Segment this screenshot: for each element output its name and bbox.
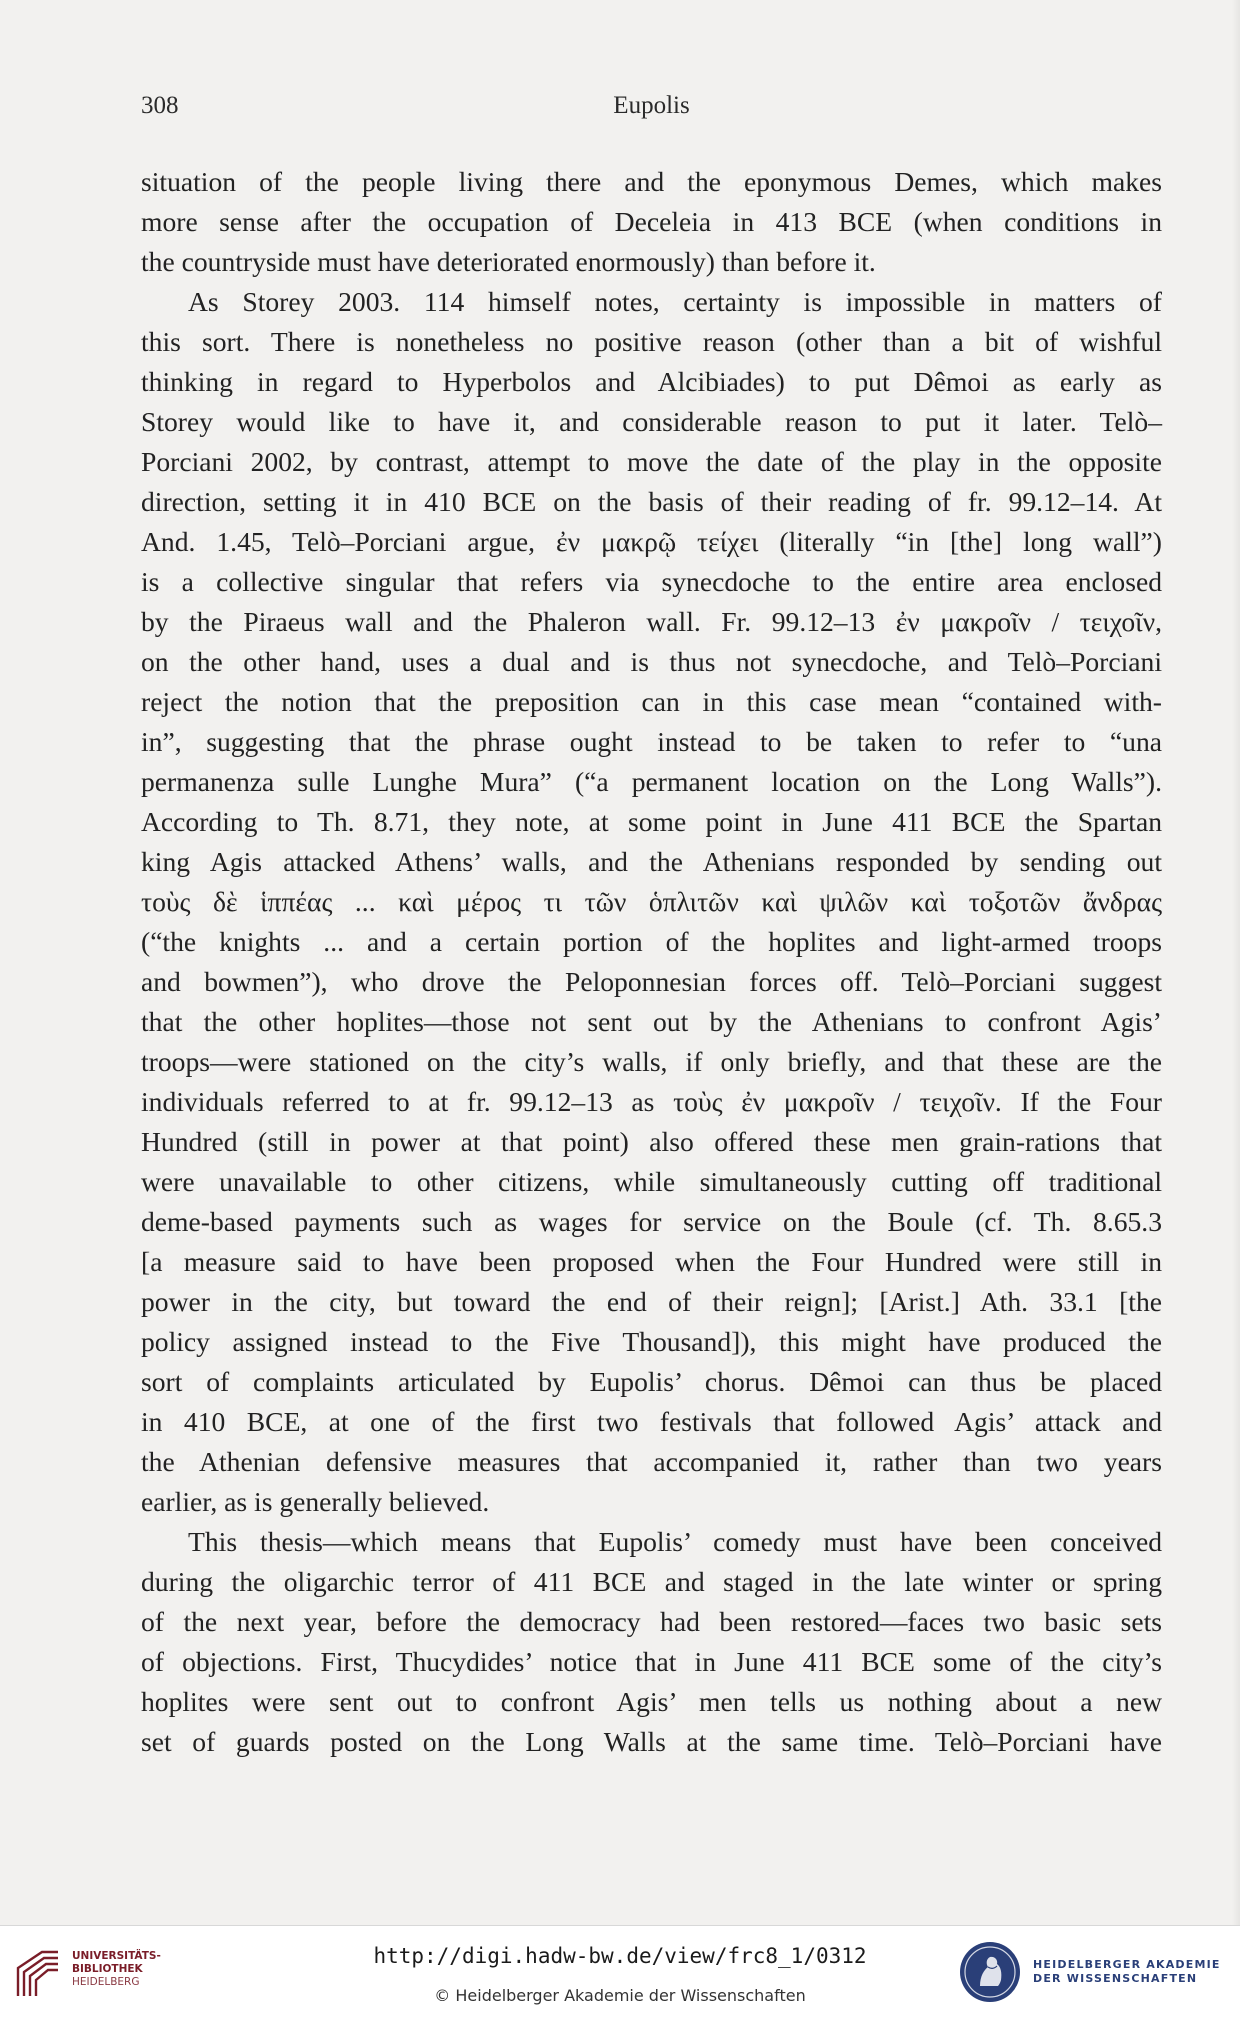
- university-library-name: [72, 1950, 161, 1989]
- university-library-logo-icon: [12, 1946, 64, 2000]
- text-line: This thesis—which means that Eupolis’ comedy must have been conceived: [188, 1526, 1162, 1557]
- text-line: sort of complaints articulated by Eupolis’ chorus. Dêmoi can thus be placed: [141, 1366, 1162, 1397]
- text-line: individuals referred to at fr. 99.12–13 as τοὺς ἐν μακροῖν / τειχοῖν. If the Four: [141, 1086, 1162, 1117]
- text-line: Storey would like to have it, and considerable reason to put it later. Telò–: [141, 406, 1162, 437]
- text-line: of objections. First, Thucydides’ notice that in June 411 BCE some of the city’s: [141, 1646, 1162, 1677]
- text-line: deme-based payments such as wages for service on the Boule (cf. Th. 8.65.3: [141, 1206, 1162, 1237]
- text-line: (“the knights ... and a certain portion of the hoplites and light-armed troops: [141, 926, 1162, 957]
- text-line: on the other hand, uses a dual and is thus not synecdoche, and Telò–Porciani: [141, 646, 1162, 677]
- text-line: direction, setting it in 410 BCE on the basis of their reading of fr. 99.12–14. At: [141, 486, 1162, 517]
- text-line: thinking in regard to Hyperbolos and Alcibiades) to put Dêmoi as early as: [141, 366, 1162, 397]
- text-line: more sense after the occupation of Deceleia in 413 BCE (when conditions in: [141, 206, 1162, 237]
- academy-name: [1033, 1958, 1221, 1986]
- text-line: situation of the people living there and the eponymous Demes, which makes: [141, 166, 1162, 197]
- text-line: in”, suggesting that the phrase ought instead to be taken to refer to “una: [141, 726, 1162, 757]
- running-head: [141, 92, 1162, 126]
- text-line: [a measure said to have been proposed when the Four Hundred were still in: [141, 1246, 1162, 1277]
- library-name-line: UNIVERSITÄTS-: [72, 1950, 161, 1962]
- text-line: in 410 BCE, at one of the first two festivals that followed Agis’ attack and: [141, 1406, 1162, 1437]
- text-line: Porciani 2002, by contrast, attempt to move the date of the play in the opposite: [141, 446, 1162, 477]
- library-name-line: BIBLIOTHEK: [72, 1963, 143, 1975]
- text-line: king Agis attacked Athens’ walls, and the Athenians responded by sending out: [141, 846, 1162, 877]
- text-line: set of guards posted on the Long Walls at the same time. Telò–Porciani have: [141, 1726, 1162, 1757]
- text-line: is a collective singular that refers via synecdoche to the entire area enclosed: [141, 566, 1162, 597]
- text-line: the countryside must have deteriorated enormously) than before it.: [141, 246, 876, 277]
- text-line: τοὺς δὲ ἱππέας ... καὶ μέρος τι τῶν ὁπλιτῶν καὶ ψιλῶν καὶ τοξοτῶν ἄνδρας: [141, 886, 1162, 917]
- permalink-url[interactable]: http://digi.hadw-bw.de/view/frc8_1/0312: [373, 1944, 867, 1968]
- library-name-line: HEIDELBERG: [72, 1976, 140, 1988]
- text-line: reject the notion that the preposition can in this case mean “contained with-: [141, 686, 1162, 717]
- text-line: by the Piraeus wall and the Phaleron wall. Fr. 99.12–13 ἐν μακροῖν / τειχοῖν,: [141, 606, 1162, 637]
- text-line: this sort. There is nonetheless no positive reason (other than a bit of wishful: [141, 326, 1162, 357]
- academy-name-line: HEIDELBERGER AKADEMIE: [1033, 1958, 1221, 1971]
- text-line: during the oligarchic terror of 411 BCE and staged in the late winter or spring: [141, 1566, 1162, 1597]
- text-line: earlier, as is generally believed.: [141, 1486, 490, 1517]
- academy-name-line: DER WISSENSCHAFTEN: [1033, 1972, 1198, 1985]
- running-title: Eupolis: [613, 92, 690, 119]
- text-line: troops—were stationed on the city’s walls, if only briefly, and that these are the: [141, 1046, 1162, 1077]
- text-line: policy assigned instead to the Five Thousand]), this might have produced the: [141, 1326, 1162, 1357]
- text-line: And. 1.45, Telò–Porciani argue, ἐν μακρῷ τείχει (literally “in [the] long wall”): [141, 526, 1162, 557]
- page-number: 308: [141, 92, 179, 119]
- page-edge-shadow: [1232, 0, 1240, 1925]
- text-line: power in the city, but toward the end of their reign]; [Arist.] Ath. 33.1 [the: [141, 1286, 1162, 1317]
- text-line: and bowmen”), who drove the Peloponnesian forces off. Telò–Porciani suggest: [141, 966, 1162, 997]
- copyright-notice: © Heidelberger Akademie der Wissenschaften: [434, 1986, 806, 2005]
- text-line: Hundred (still in power at that point) also offered these men grain-rations that: [141, 1126, 1162, 1157]
- body-text: [141, 162, 1162, 1762]
- text-line: As Storey 2003. 114 himself notes, certainty is impossible in matters of: [188, 286, 1162, 317]
- academy-seal-icon: [958, 1940, 1022, 2004]
- text-line: were unavailable to other citizens, while simultaneously cutting off traditional: [141, 1166, 1162, 1197]
- text-line: the Athenian defensive measures that accompanied it, rather than two years: [141, 1446, 1162, 1477]
- text-line: that the other hoplites—those not sent out by the Athenians to confront Agis’: [141, 1006, 1162, 1037]
- text-line: permanenza sulle Lunghe Mura” (“a permanent location on the Long Walls”).: [141, 766, 1162, 797]
- viewer-footer: [0, 1925, 1240, 2018]
- text-line: According to Th. 8.71, they note, at some point in June 411 BCE the Spartan: [141, 806, 1162, 837]
- text-line: of the next year, before the democracy had been restored—faces two basic sets: [141, 1606, 1162, 1637]
- text-line: hoplites were sent out to confront Agis’ men tells us nothing about a new: [141, 1686, 1162, 1717]
